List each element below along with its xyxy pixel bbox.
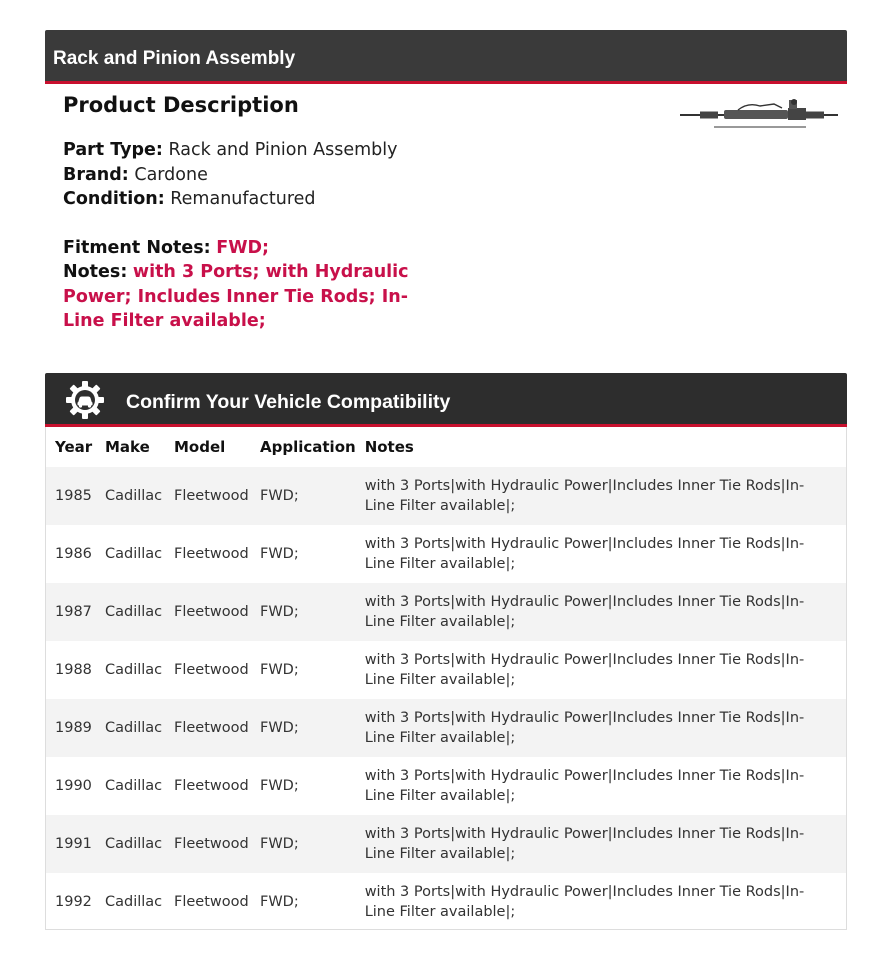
product-image[interactable] [678, 96, 842, 136]
cell-model: Fleetwood [174, 894, 249, 910]
cell-application: FWD; [251, 699, 356, 757]
product-description [63, 90, 443, 334]
cell-notes: with 3 Ports|with Hydraulic Power|Includes Inner Tie Rods|In-Line Filter available|; [364, 768, 805, 804]
cell-notes: with 3 Ports|with Hydraulic Power|Includes Inner Tie Rods|In-Line Filter available|; [356, 815, 846, 873]
cell-application: FWD; [260, 662, 299, 678]
cell-notes: with 3 Ports|with Hydraulic Power|Includes Inner Tie Rods|In-Line Filter available|; [356, 467, 846, 525]
table-row [46, 641, 846, 699]
cell-make: Cadillac [105, 778, 163, 794]
cell-make: Cadillac [105, 546, 163, 562]
cell-year: 1987 [46, 583, 96, 641]
notes-line: Notes: with 3 Ports; with Hydraulic Power; Includes Inner Tie Rods; In-Line Filter available; [63, 262, 409, 331]
cell-notes: with 3 Ports|with Hydraulic Power|Includes Inner Tie Rods|In-Line Filter available|; [356, 699, 846, 757]
table-row [46, 699, 846, 757]
table-row [46, 583, 846, 641]
spec-condition: Condition: Remanufactured [63, 189, 316, 209]
col-model: Model [174, 438, 226, 456]
compatibility-title: Confirm Your Vehicle Compatibility [126, 391, 451, 413]
cell-model: Fleetwood [165, 467, 251, 525]
cell-make: Cadillac [105, 894, 163, 910]
col-application: Application [260, 438, 356, 456]
col-year: Year [55, 438, 93, 456]
compatibility-bar [45, 373, 847, 427]
rack-and-pinion-icon [678, 96, 842, 136]
cell-year: 1989 [46, 699, 96, 757]
col-notes: Notes [364, 438, 414, 456]
cell-notes: with 3 Ports|with Hydraulic Power|Includes Inner Tie Rods|In-Line Filter available|; [364, 652, 805, 688]
table-header-row [46, 427, 846, 467]
fitment-notes [63, 236, 443, 334]
table-row [46, 815, 846, 873]
cell-year: 1991 [46, 815, 96, 873]
cell-model: Fleetwood [165, 815, 251, 873]
product-title-bar [45, 30, 847, 84]
cell-application: FWD; [260, 778, 299, 794]
cell-make: Cadillac [96, 583, 165, 641]
cell-make: Cadillac [96, 467, 165, 525]
cell-year: 1992 [55, 894, 92, 910]
gear-car-icon [65, 380, 105, 420]
compatibility-table [45, 427, 847, 930]
cell-application: FWD; [251, 583, 356, 641]
cell-application: FWD; [260, 894, 299, 910]
cell-make: Cadillac [96, 699, 165, 757]
cell-notes: with 3 Ports|with Hydraulic Power|Includes Inner Tie Rods|In-Line Filter available|; [356, 583, 846, 641]
table-row [46, 525, 846, 583]
cell-model: Fleetwood [174, 778, 249, 794]
fitment-line: Fitment Notes: FWD; [63, 237, 270, 258]
spec-part-type: Part Type: Rack and Pinion Assembly [63, 140, 398, 160]
product-title: Rack and Pinion Assembly [53, 48, 296, 69]
cell-model: Fleetwood [165, 699, 251, 757]
cell-year: 1990 [55, 778, 92, 794]
col-make: Make [105, 438, 150, 456]
cell-notes: with 3 Ports|with Hydraulic Power|Includes Inner Tie Rods|In-Line Filter available|; [364, 884, 805, 920]
table-row [46, 873, 846, 931]
cell-model: Fleetwood [174, 546, 249, 562]
cell-model: Fleetwood [165, 583, 251, 641]
cell-notes: with 3 Ports|with Hydraulic Power|Includes Inner Tie Rods|In-Line Filter available|; [364, 536, 805, 572]
cell-application: FWD; [260, 546, 299, 562]
cell-application: FWD; [251, 815, 356, 873]
cell-year: 1985 [46, 467, 96, 525]
cell-application: FWD; [251, 467, 356, 525]
cell-make: Cadillac [105, 662, 163, 678]
spec-brand: Brand: Cardone [63, 164, 208, 185]
description-heading: Product Description [63, 93, 299, 117]
table-row [46, 467, 846, 525]
spec-list [63, 138, 443, 212]
cell-model: Fleetwood [174, 662, 249, 678]
cell-year: 1988 [55, 662, 92, 678]
cell-make: Cadillac [96, 815, 165, 873]
table-row [46, 757, 846, 815]
cell-year: 1986 [55, 546, 92, 562]
